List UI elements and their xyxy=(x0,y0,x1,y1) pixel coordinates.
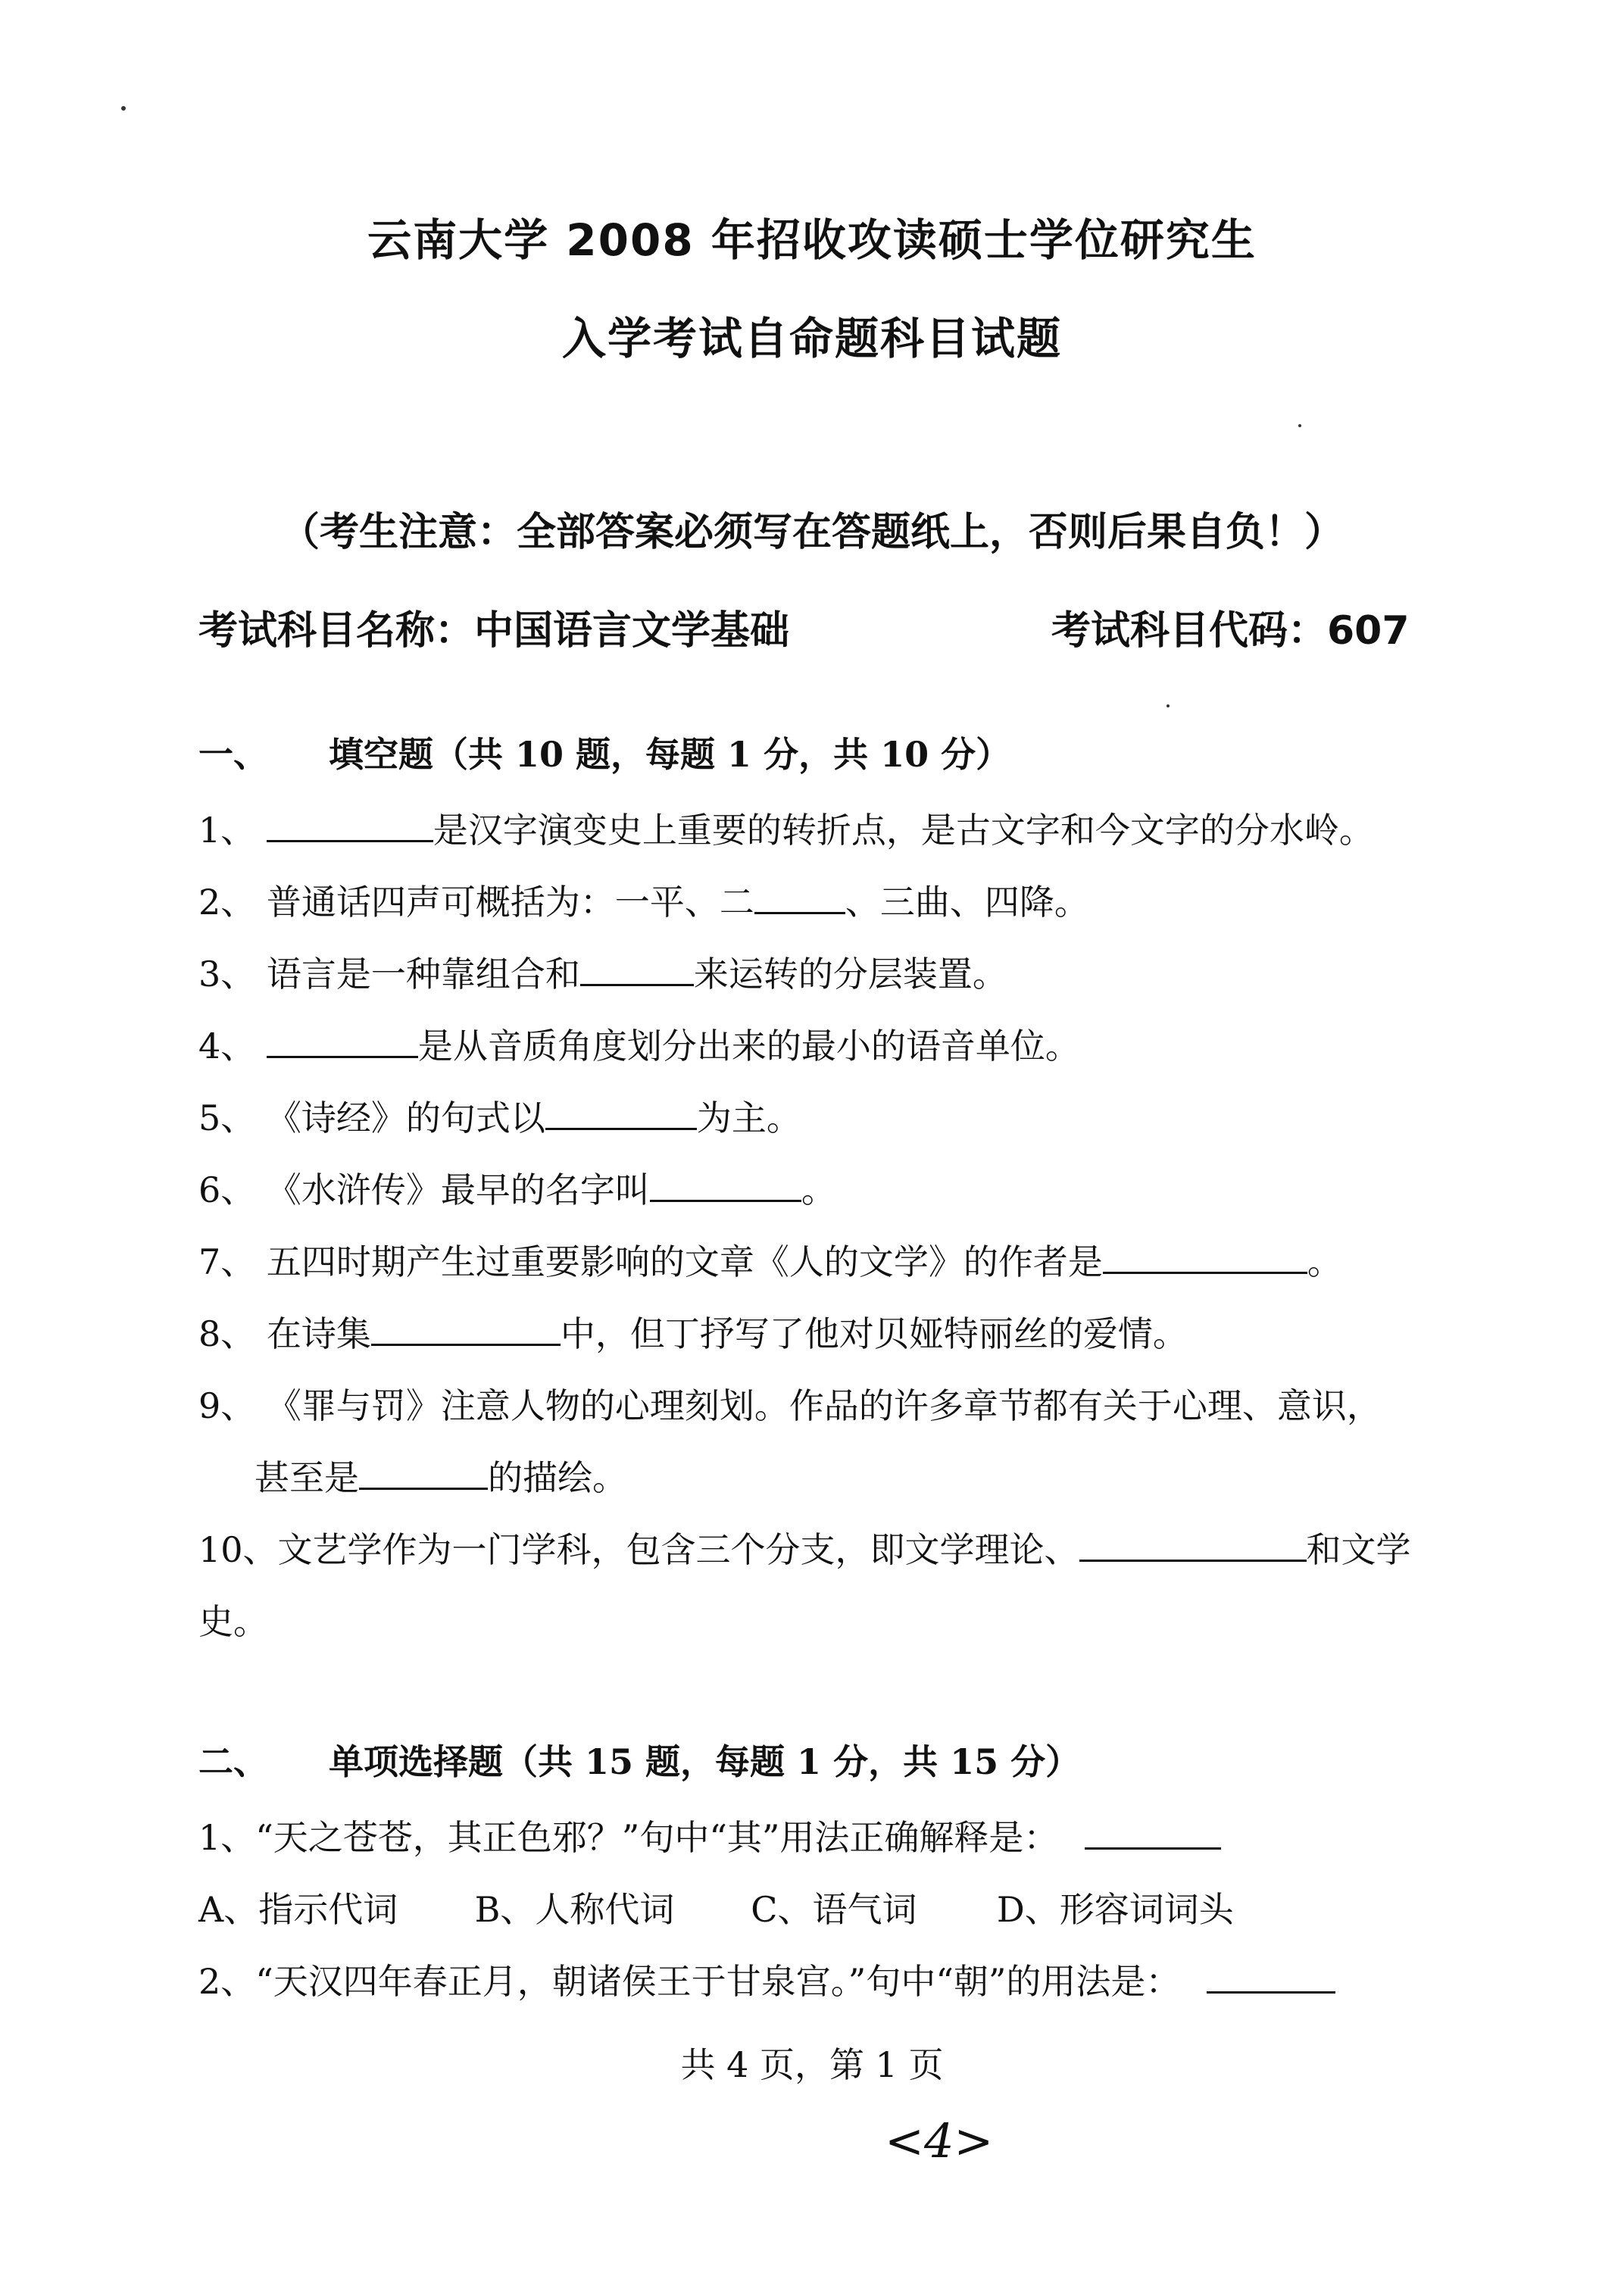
question-text: “天之苍苍，其正色邪？”句中“其”用法正确解释是： xyxy=(255,1817,1059,1858)
question-text: 是从音质角度划分出来的最小的语音单位。 xyxy=(417,1026,1080,1066)
question-text: 普通话四声可概括为：一平、二 xyxy=(266,882,754,923)
question-text: 中，但丁抒写了他对贝娅特丽丝的爱情。 xyxy=(560,1313,1188,1354)
question-text: 《水浒传》最早的名字叫 xyxy=(266,1169,650,1210)
fill-question-8 xyxy=(198,1307,1188,1357)
scan-speck xyxy=(1298,424,1301,427)
question-number: 4、 xyxy=(198,1026,256,1066)
question-text: “天汉四年春正月，朝诸侯王于甘泉宫。”句中“朝”的用法是： xyxy=(255,1961,1181,2002)
answer-blank xyxy=(580,954,694,986)
answer-blank xyxy=(545,1098,697,1130)
fill-question-1 xyxy=(198,803,1374,853)
question-text: 和文学 xyxy=(1306,1529,1411,1570)
question-number: 8、 xyxy=(198,1313,256,1354)
exam-title-line2: 入学考试自命题科目试题 xyxy=(561,313,1062,364)
fill-question-4 xyxy=(198,1019,1080,1069)
fill-question-9 xyxy=(198,1379,1382,1429)
question-number: 1、 xyxy=(198,810,256,851)
choice-question-1-options xyxy=(198,1882,1234,1932)
question-number: 3、 xyxy=(198,954,256,994)
fill-question-10 xyxy=(198,1522,1411,1572)
option-c: C、语气词 xyxy=(751,1889,917,1930)
question-text: 。 xyxy=(1307,1241,1342,1282)
answer-blank xyxy=(371,1313,561,1346)
fill-question-7 xyxy=(198,1235,1342,1285)
question-text: 。 xyxy=(801,1169,836,1210)
answer-blank xyxy=(267,810,433,842)
page-info: 共 4 页，第 1 页 xyxy=(680,2044,944,2085)
fill-question-3 xyxy=(198,947,1007,997)
option-b: B、人称代词 xyxy=(474,1889,675,1930)
subject-name: 考试科目名称：中国语言文学基础 xyxy=(198,608,790,654)
question-number: 5、 xyxy=(198,1098,256,1138)
candidate-notice: （考生注意：全部答案必须写在答题纸上，否则后果自负！） xyxy=(280,510,1344,555)
question-text: 语言是一种靠组合和 xyxy=(266,954,580,994)
question-number: 6、 xyxy=(198,1169,256,1210)
fill-question-5 xyxy=(198,1091,801,1141)
question-text: 为主。 xyxy=(696,1098,801,1138)
answer-blank xyxy=(1103,1241,1307,1274)
option-a: A、指示代词 xyxy=(198,1889,398,1930)
page-mark: <4> xyxy=(885,2113,994,2169)
answer-blank xyxy=(1085,1817,1221,1850)
option-d: D、形容词词头 xyxy=(996,1889,1234,1930)
question-text: 《罪与罚》注意人物的心理刻划。作品的许多章节都有关于心理、意识， xyxy=(266,1385,1382,1426)
question-text: 五四时期产生过重要影响的文章《人的文学》的作者是 xyxy=(266,1241,1103,1282)
scan-speck xyxy=(121,106,126,111)
fill-question-6 xyxy=(198,1163,836,1213)
fill-question-2 xyxy=(198,875,1089,925)
question-number: 1、 xyxy=(198,1817,256,1858)
answer-blank xyxy=(754,882,845,914)
answer-blank xyxy=(1207,1961,1335,1994)
question-text: 文艺学作为一门学科，包含三个分支，即文学理论、 xyxy=(277,1529,1079,1570)
section2-title: 单项选择题（共 15 题，每题 1 分，共 15 分） xyxy=(329,1741,1081,1782)
question-text: 是汉字演变史上重要的转折点，是古文字和今文字的分水岭。 xyxy=(433,810,1374,851)
section1-heading xyxy=(198,727,1010,777)
question-text: 《诗经》的句式以 xyxy=(266,1098,545,1138)
scan-speck xyxy=(1166,704,1170,707)
answer-blank xyxy=(1079,1529,1307,1562)
question-text: 的描绘。 xyxy=(488,1457,627,1498)
question-text: 、三曲、四降。 xyxy=(845,882,1089,923)
question-text: 在诗集 xyxy=(266,1313,371,1354)
section2-heading xyxy=(198,1735,1080,1784)
fill-question-9-continued xyxy=(255,1450,627,1500)
exam-title-line1: 云南大学 2008 年招收攻读硕士学位研究生 xyxy=(367,214,1257,266)
section1-title: 填空题（共 10 题，每题 1 分，共 10 分） xyxy=(329,734,1011,775)
subject-code: 考试科目代码：607 xyxy=(1051,608,1410,654)
section1-number: 一、 xyxy=(198,734,268,775)
answer-blank xyxy=(359,1457,488,1490)
answer-blank xyxy=(267,1026,418,1058)
question-number: 9、 xyxy=(198,1385,256,1426)
question-number: 7、 xyxy=(198,1241,256,1282)
choice-question-1 xyxy=(198,1810,1221,1860)
question-text: 甚至是 xyxy=(255,1457,359,1498)
question-number: 2、 xyxy=(198,882,256,923)
fill-question-10-continued: 史。 xyxy=(198,1601,268,1642)
section2-number: 二、 xyxy=(198,1741,268,1782)
question-number: 2、 xyxy=(198,1961,256,2002)
question-text: 来运转的分层装置。 xyxy=(693,954,1007,994)
choice-question-2 xyxy=(198,1954,1335,2004)
question-number: 10、 xyxy=(198,1529,278,1570)
answer-blank xyxy=(650,1169,801,1202)
